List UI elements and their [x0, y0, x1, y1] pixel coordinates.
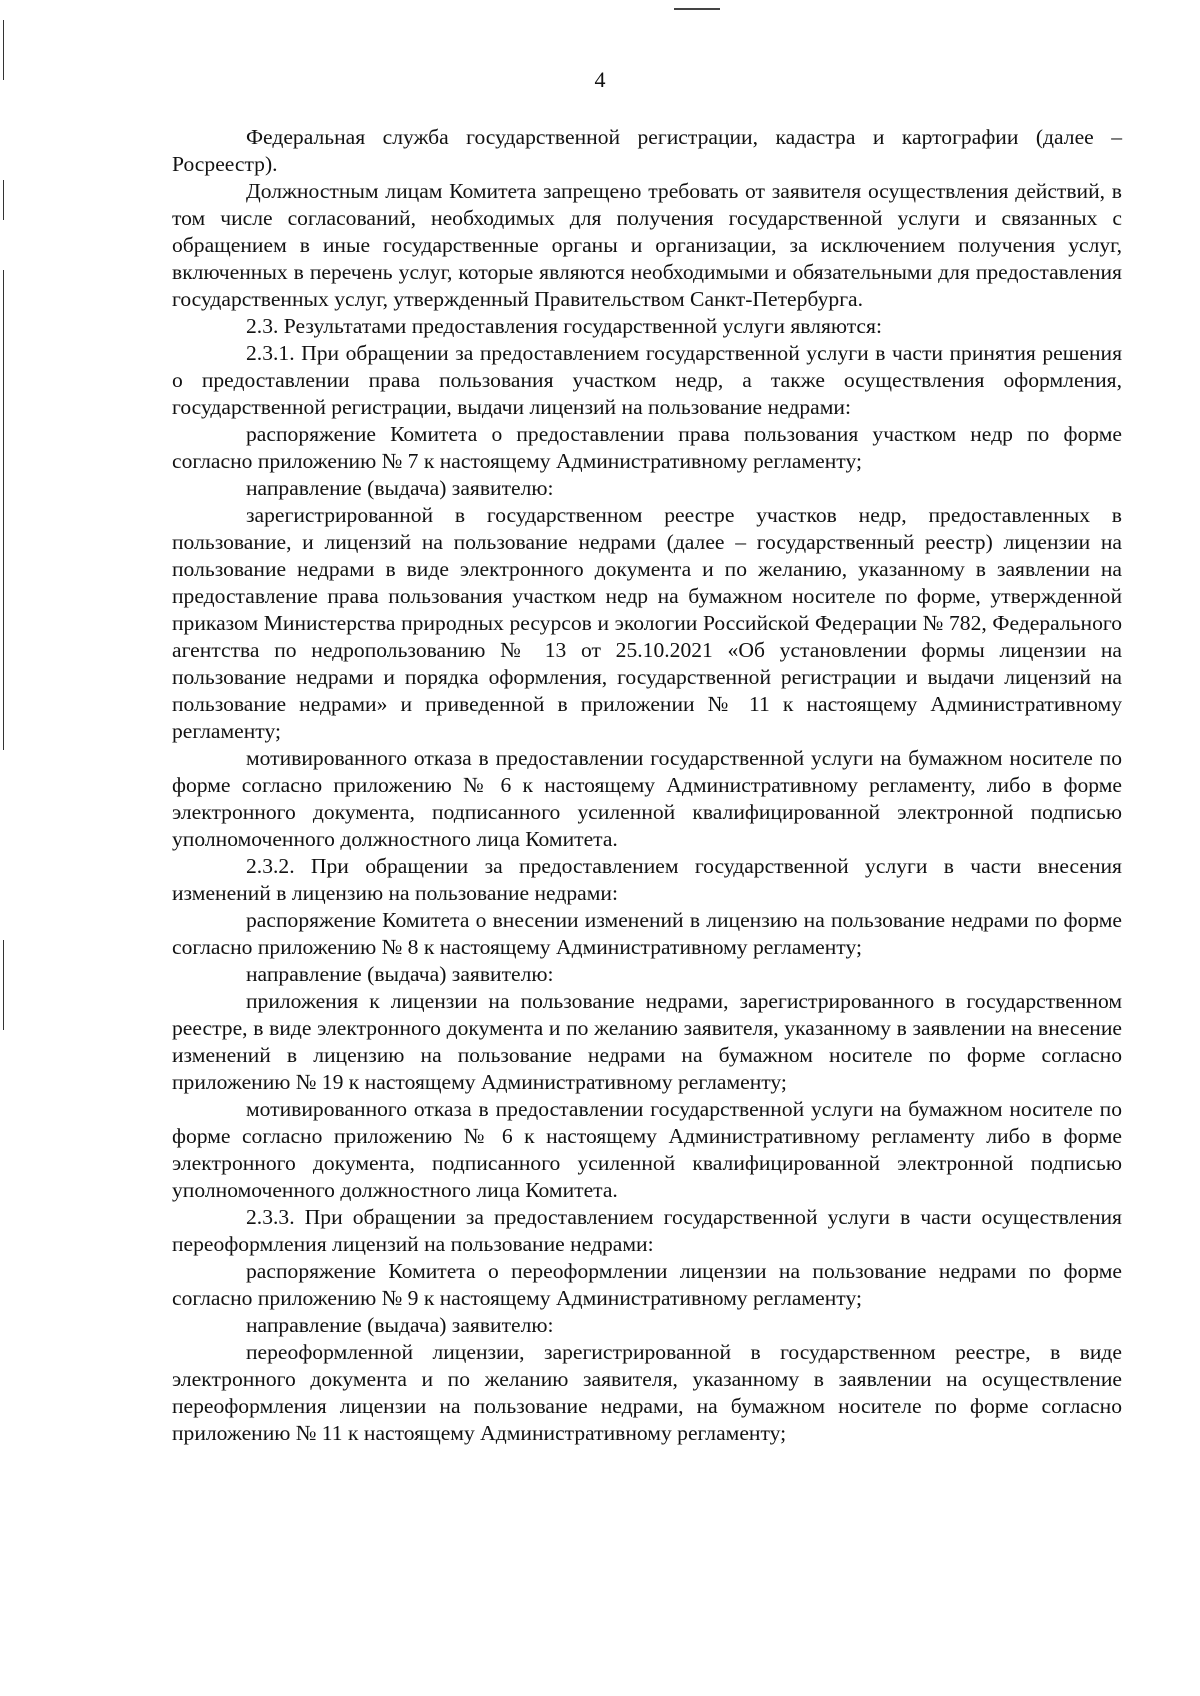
scan-mark [674, 8, 720, 10]
paragraph: 2.3.1. При обращении за предоставлением государственной услуги в части принятия решения о предоставлении права пользования участком недр, а также осуществления оформления, государственной регистрации, выдачи лицензий на пользование недрами: [172, 341, 1122, 419]
paragraph: распоряжение Комитета о предоставлении права пользования участком недр по форме согласно приложению № 7 к настоящему Административному регламенту; [172, 422, 1122, 473]
paragraph: направление (выдача) заявителю: [246, 476, 554, 500]
paragraph: направление (выдача) заявителю: [246, 962, 554, 986]
paragraph: 2.3.2. При обращении за предоставлением государственной услуги в части внесения изменений в лицензию на пользование недрами: [172, 854, 1122, 905]
paragraph: мотивированного отказа в предоставлении государственной услуги на бумажном носителе по форме согласно приложению № 6 к настоящему Административному регламенту либо в форме электронного документа, подписанного усиленной квалифицированной электронной подписью уполномоченного должностного лица Комитета. [172, 1097, 1122, 1202]
paragraph: направление (выдача) заявителю: [246, 1313, 554, 1337]
scan-edge-line [3, 180, 4, 220]
paragraph: распоряжение Комитета о внесении изменений в лицензию на пользование недрами по форме согласно приложению № 8 к настоящему Административному регламенту; [172, 908, 1122, 959]
scan-edge-line [3, 270, 4, 750]
paragraph: приложения к лицензии на пользование недрами, зарегистрированного в государственном реестре, в виде электронного документа и по желанию заявителя, указанному в заявлении на внесение изменений в лицензию на пользование недрами на бумажном носителе по форме согласно приложению № 19 к настоящему Административному регламенту; [172, 989, 1122, 1094]
paragraph: 2.3.3. При обращении за предоставлением государственной услуги в части осуществления переоформления лицензий на пользование недрами: [172, 1205, 1122, 1256]
paragraph: Должностным лицам Комитета запрещено требовать от заявителя осуществления действий, в том числе согласований, необходимых для получения государственной услуги и связанных с обращением в иные государственные органы и организации, за исключением получения услуг, включенных в перечень услуг, которые являются необходимыми и обязательными для предоставления государственных услуг, утвержденный Правительством Санкт-Петербурга. [172, 179, 1122, 311]
paragraph: распоряжение Комитета о переоформлении лицензии на пользование недрами по форме согласно приложению № 9 к настоящему Административному регламенту; [172, 1259, 1122, 1310]
paragraph: переоформленной лицензии, зарегистрированной в государственном реестре, в виде электронного документа и по желанию заявителя, указанному в заявлении на осуществление переоформления лицензии на пользование недрами, на бумажном носителе по форме согласно приложению № 11 к настоящему Административному регламенту; [172, 1340, 1122, 1445]
paragraph: Федеральная служба государственной регистрации, кадастра и картографии (далее – Росреестр). [172, 125, 1122, 176]
paragraph: зарегистрированной в государственном реестре участков недр, предоставленных в пользование, и лицензий на пользование недрами (далее – государственный реестр) лицензии на пользование недрами в виде электронного документа и по желанию, указанному в заявлении на предоставление права пользования участком недр на бумажном носителе по форме, утвержденной приказом Министерства природных ресурсов и экологии Российской Федерации № 782, Федерального агентства по недропользованию № 13 от 25.10.2021 «Об установлении формы лицензии на пользование недрами и порядка оформления, государственной регистрации и выдачи лицензий на пользование недрами» и приведенной в приложении № 11 к настоящему Административному регламенту; [172, 503, 1122, 743]
paragraph: 2.3. Результатами предоставления государственной услуги являются: [246, 314, 882, 338]
paragraph: мотивированного отказа в предоставлении государственной услуги на бумажном носителе по форме согласно приложению № 6 к настоящему Административному регламенту, либо в форме электронного документа, подписанного усиленной квалифицированной электронной подписью уполномоченного должностного лица Комитета. [172, 746, 1122, 851]
page-number: 4 [594, 67, 606, 92]
document-body [172, 124, 1122, 1447]
scan-edge-line [3, 940, 4, 1030]
